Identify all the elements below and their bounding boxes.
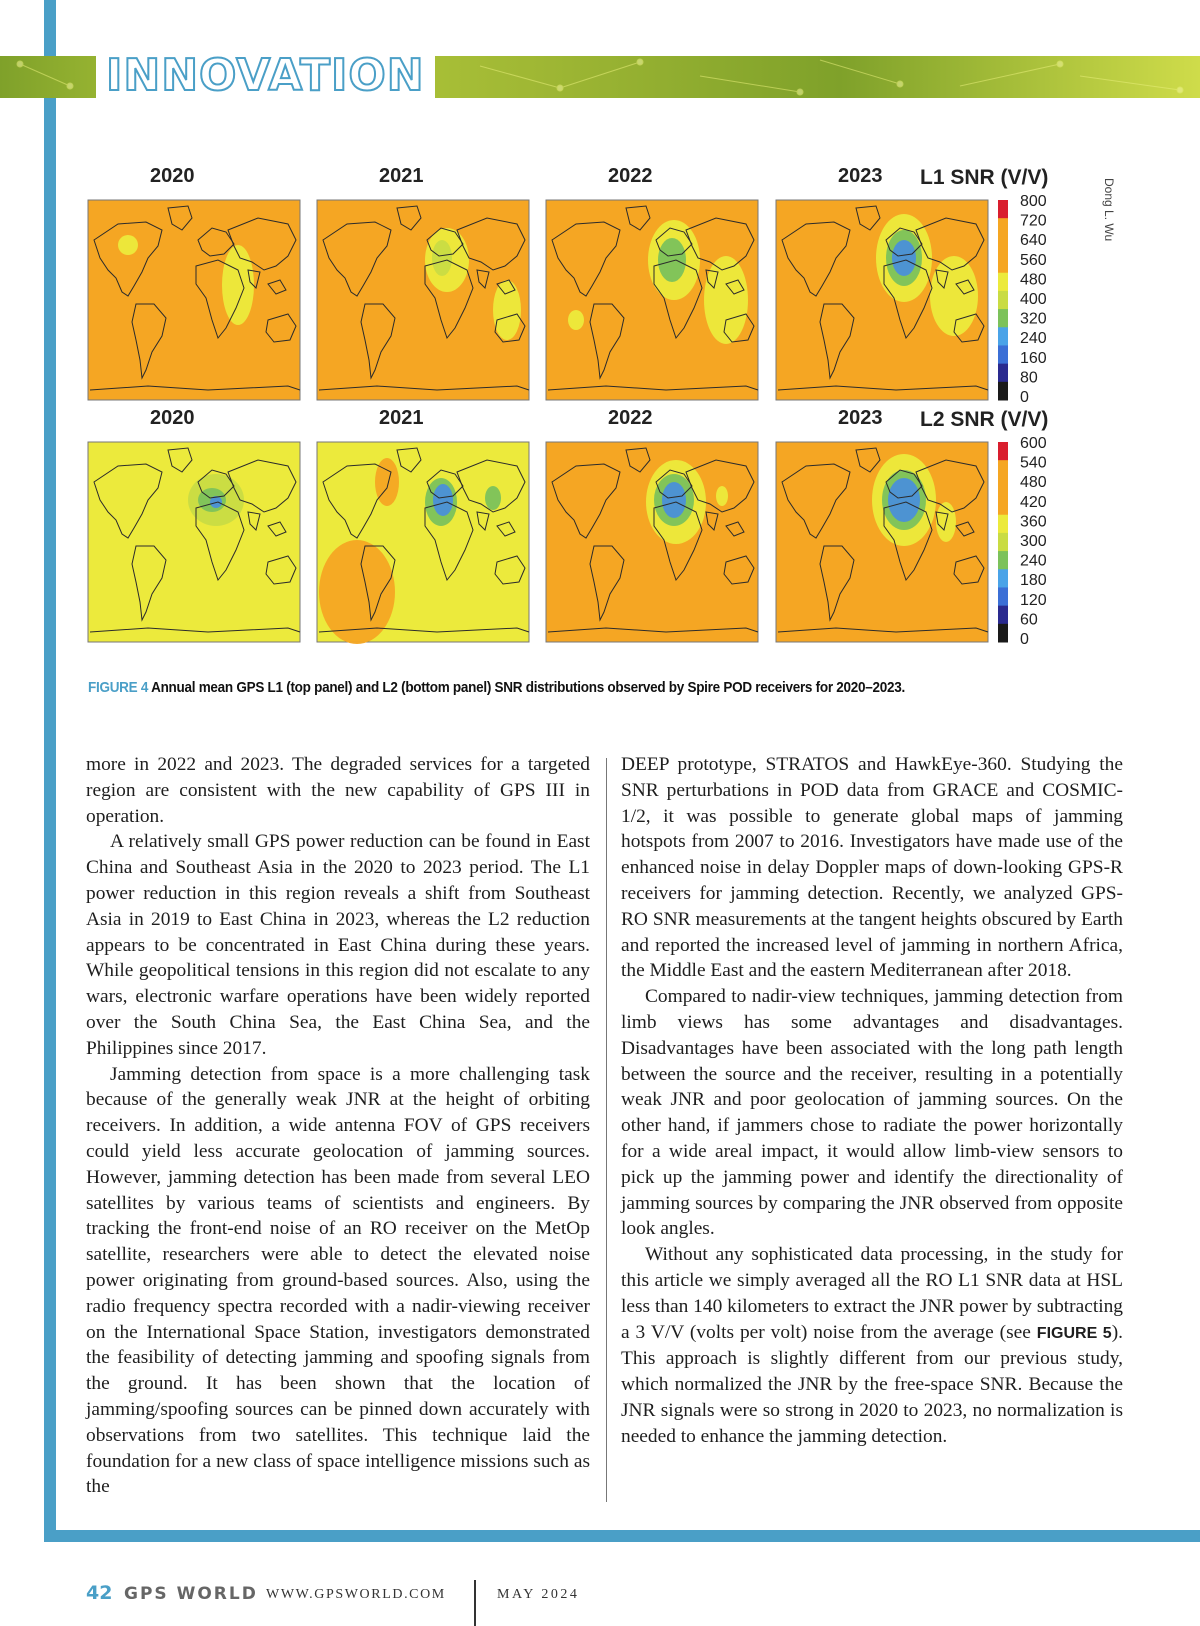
colorbar-segment [998,497,1008,516]
snr-region [658,238,686,282]
colorbar-segment [998,218,1008,237]
colorbar-tick-label: 0 [1020,631,1029,648]
page-number: 42 [86,1582,113,1604]
colorbar-tick-label: 160 [1020,349,1047,367]
snr-region [118,235,138,255]
map-panel [546,200,758,400]
map-panel [88,442,300,642]
colorbar-segment [998,606,1008,625]
paragraph: more in 2022 and 2023. The degraded services for a targeted region are consistent with the new capability of GPS III in operation. [86,754,590,827]
section-title: INNOVATION [96,52,435,100]
colorbar-tick-label: 560 [1020,251,1047,269]
snr-figure [80,160,1120,680]
colorbar-segment [998,236,1008,255]
colorbar-tick-label: 400 [1020,291,1047,308]
colorbar-tick-label: 120 [1020,591,1047,609]
snr-region [888,478,920,522]
snr-region [930,256,978,336]
panel-year-label: 2020 [150,165,195,187]
snr-region [568,310,584,330]
colorbar-segment [998,200,1008,219]
colorbar-tick-label: 720 [1020,212,1047,230]
colorbar-segment [998,345,1008,364]
colorbar-tick-label: 480 [1020,271,1047,289]
colorbar-segment [998,327,1008,346]
caption-text: Annual mean GPS L1 (top panel) and L2 (bottom panel) SNR distributions observed by Spire POD receivers for 2020–2023. [151,679,905,696]
paragraph: Compared to nadir-view techniques, jamming detection from limb views has some advantages and disadvantages. Disadvantages have been associated with the long path length between the source and the receiver, resulting in a potentially weak JNR and poor geolocation of jamming sources. On the other hand, if jammers chose to radiate the power horizontally for a wide areal impact, it would allow limb-view sensors to pick up the jamming power and identify the directionality of jamming sources by comparing the JNR observed from opposite look angles. [621,986,1123,1240]
figure-reference: FIGURE 5 [1036,1324,1112,1342]
colorbar-segment [998,255,1008,274]
paragraph: Jamming detection from space is a more challenging task because of the generally weak JNR at the height of orbiting receivers. In addition, a wide antenna FOV of GPS receivers could yield less accurate geolocation of jamming sources. However, jamming detection has been made from several LEO satellites by various teams of scientists and engineers. By tracking the front-end noise of an RO receiver on the MetOp satellite, researchers were able to detect the elevated noise power originating from ground-based sources. Also, using the radio frequency spectra recorded with a nadir-viewing receiver on the International Space Station, investigators demonstrated the feasibility of detecting jamming and spoofing signals from the ground. It has been shown that the location of jamming/spoofing sources can be pinned down accurately with observations from two satellites. This technique laid the foundation for a new class of space intelligence missions such as the [86,1063,590,1498]
colorbar-tick-label: 60 [1020,611,1038,629]
colorbar-tick-label: 540 [1020,454,1047,472]
paragraph: A relatively small GPS power reduction can be found in East China and Southeast Asia in the 2020 to 2023 period. The L1 power reduction in this region reveals a shift from Southeast Asia in 2019 to East China in 2023, whereas the L2 reduction appears to be concentrated in East China during these years. While geopolitical tensions in this region did not escalate to any wars, electronic warfare operations have been widely reported over the South China Sea, the East China Sea, and the Philippines since 2017. [86,831,590,1059]
colorbar-segment [998,551,1008,570]
colorbar-title: L1 SNR (V/V) [920,166,1049,189]
colorbar-tick-label: 80 [1020,369,1038,387]
colorbar-segment [998,587,1008,606]
paragraph: DEEP prototype, STRATOS and HawkEye-360. Studying the SNR perturbations in POD data from GRACE and COSMIC-1/2, it was possible to generate global maps of jamming hotspots from 2007 to 2016. Investigators have made use of the enhanced noise in delay Doppler maps of down-looking GPS-R receivers for jamming detection. Recently, we analyzed GPS-RO SNR measurements at the tangent heights obscured by Earth and reported the increased level of jamming in northern Africa, the Middle East and the eastern Mediterranean after 2018. [621,754,1123,982]
snr-region [222,245,254,325]
column-divider [606,758,607,1502]
map-background [546,442,758,642]
colorbar-tick-label: 240 [1020,330,1047,348]
colorbar-tick-label: 300 [1020,533,1047,550]
colorbar-tick-label: 360 [1020,513,1047,531]
figure-caption [88,679,1006,696]
right-column [621,752,1123,1450]
map-background [88,442,300,642]
colorbar-tick-label: 320 [1020,310,1047,328]
panel-year-label: 2023 [838,165,883,187]
panel-year-label: 2021 [379,407,424,429]
map-panel [776,442,988,642]
paragraph-text: Without any sophisticated data processing, in the study for this article we simply averaged all the RO L1 SNR data at HSL less than 140 kilometers to extract the JNR power by subtracting a 3 V/V (volts per volt) noise from the average (see [621,1244,1123,1343]
panel-year-label: 2020 [150,407,195,429]
snr-region [716,486,728,506]
colorbar-segment [998,364,1008,383]
colorbar-segment [998,460,1008,479]
paragraph [621,1242,1123,1449]
snr-region [892,240,916,276]
colorbar-segment [998,624,1008,643]
footer-divider [474,1580,476,1626]
map-panel [317,200,529,400]
colorbar-tick-label: 420 [1020,493,1047,511]
colorbar-title: L2 SNR (V/V) [920,408,1049,431]
issue-date: MAY 2024 [497,1587,580,1602]
snr-region [662,482,686,518]
colorbar-segment [998,382,1008,401]
bottom-accent-bar [44,1530,1200,1542]
panel-year-label: 2021 [379,165,424,187]
snr-region [432,240,452,276]
left-accent-bar [44,0,56,1542]
colorbar-tick-label: 180 [1020,572,1047,590]
magazine-url[interactable]: WWW.GPSWORLD.COM [266,1587,446,1602]
map-background [88,200,300,400]
map-panel [88,200,300,400]
colorbar-segment [998,291,1008,310]
left-column [86,752,590,1500]
caption-label: FIGURE 4 [88,679,149,696]
magazine-name: GPS WORLD [124,1584,258,1604]
colorbar-segment [998,273,1008,292]
map-panel [317,442,529,644]
panel-year-label: 2023 [838,407,883,429]
snr-region [433,484,453,516]
colorbar-tick-label: 800 [1020,193,1047,210]
map-panel [776,200,988,400]
photo-credit: Dong L. Wu [1102,178,1116,242]
colorbar-segment [998,533,1008,552]
colorbar-segment [998,309,1008,328]
colorbar-tick-label: 600 [1020,435,1047,452]
map-panel [546,442,758,642]
paragraph-text: ). This approach is slightly different from our previous study, which normalized the JNR by the free-space SNR. Because the JNR signals were so strong in 2020 to 2023, no normalization is needed to enhance the jamming detection. [621,1321,1123,1447]
colorbar-tick-label: 640 [1020,232,1047,250]
snr-region [704,256,748,344]
colorbar-tick-label: 0 [1020,389,1029,406]
colorbar-segment [998,569,1008,588]
colorbar-segment [998,515,1008,534]
panel-year-label: 2022 [608,165,653,187]
colorbar-segment [998,478,1008,497]
colorbar-tick-label: 240 [1020,552,1047,570]
snr-region [485,486,501,510]
snr-region [493,280,521,340]
colorbar-tick-label: 480 [1020,474,1047,492]
panel-year-label: 2022 [608,407,653,429]
colorbar-segment [998,442,1008,461]
